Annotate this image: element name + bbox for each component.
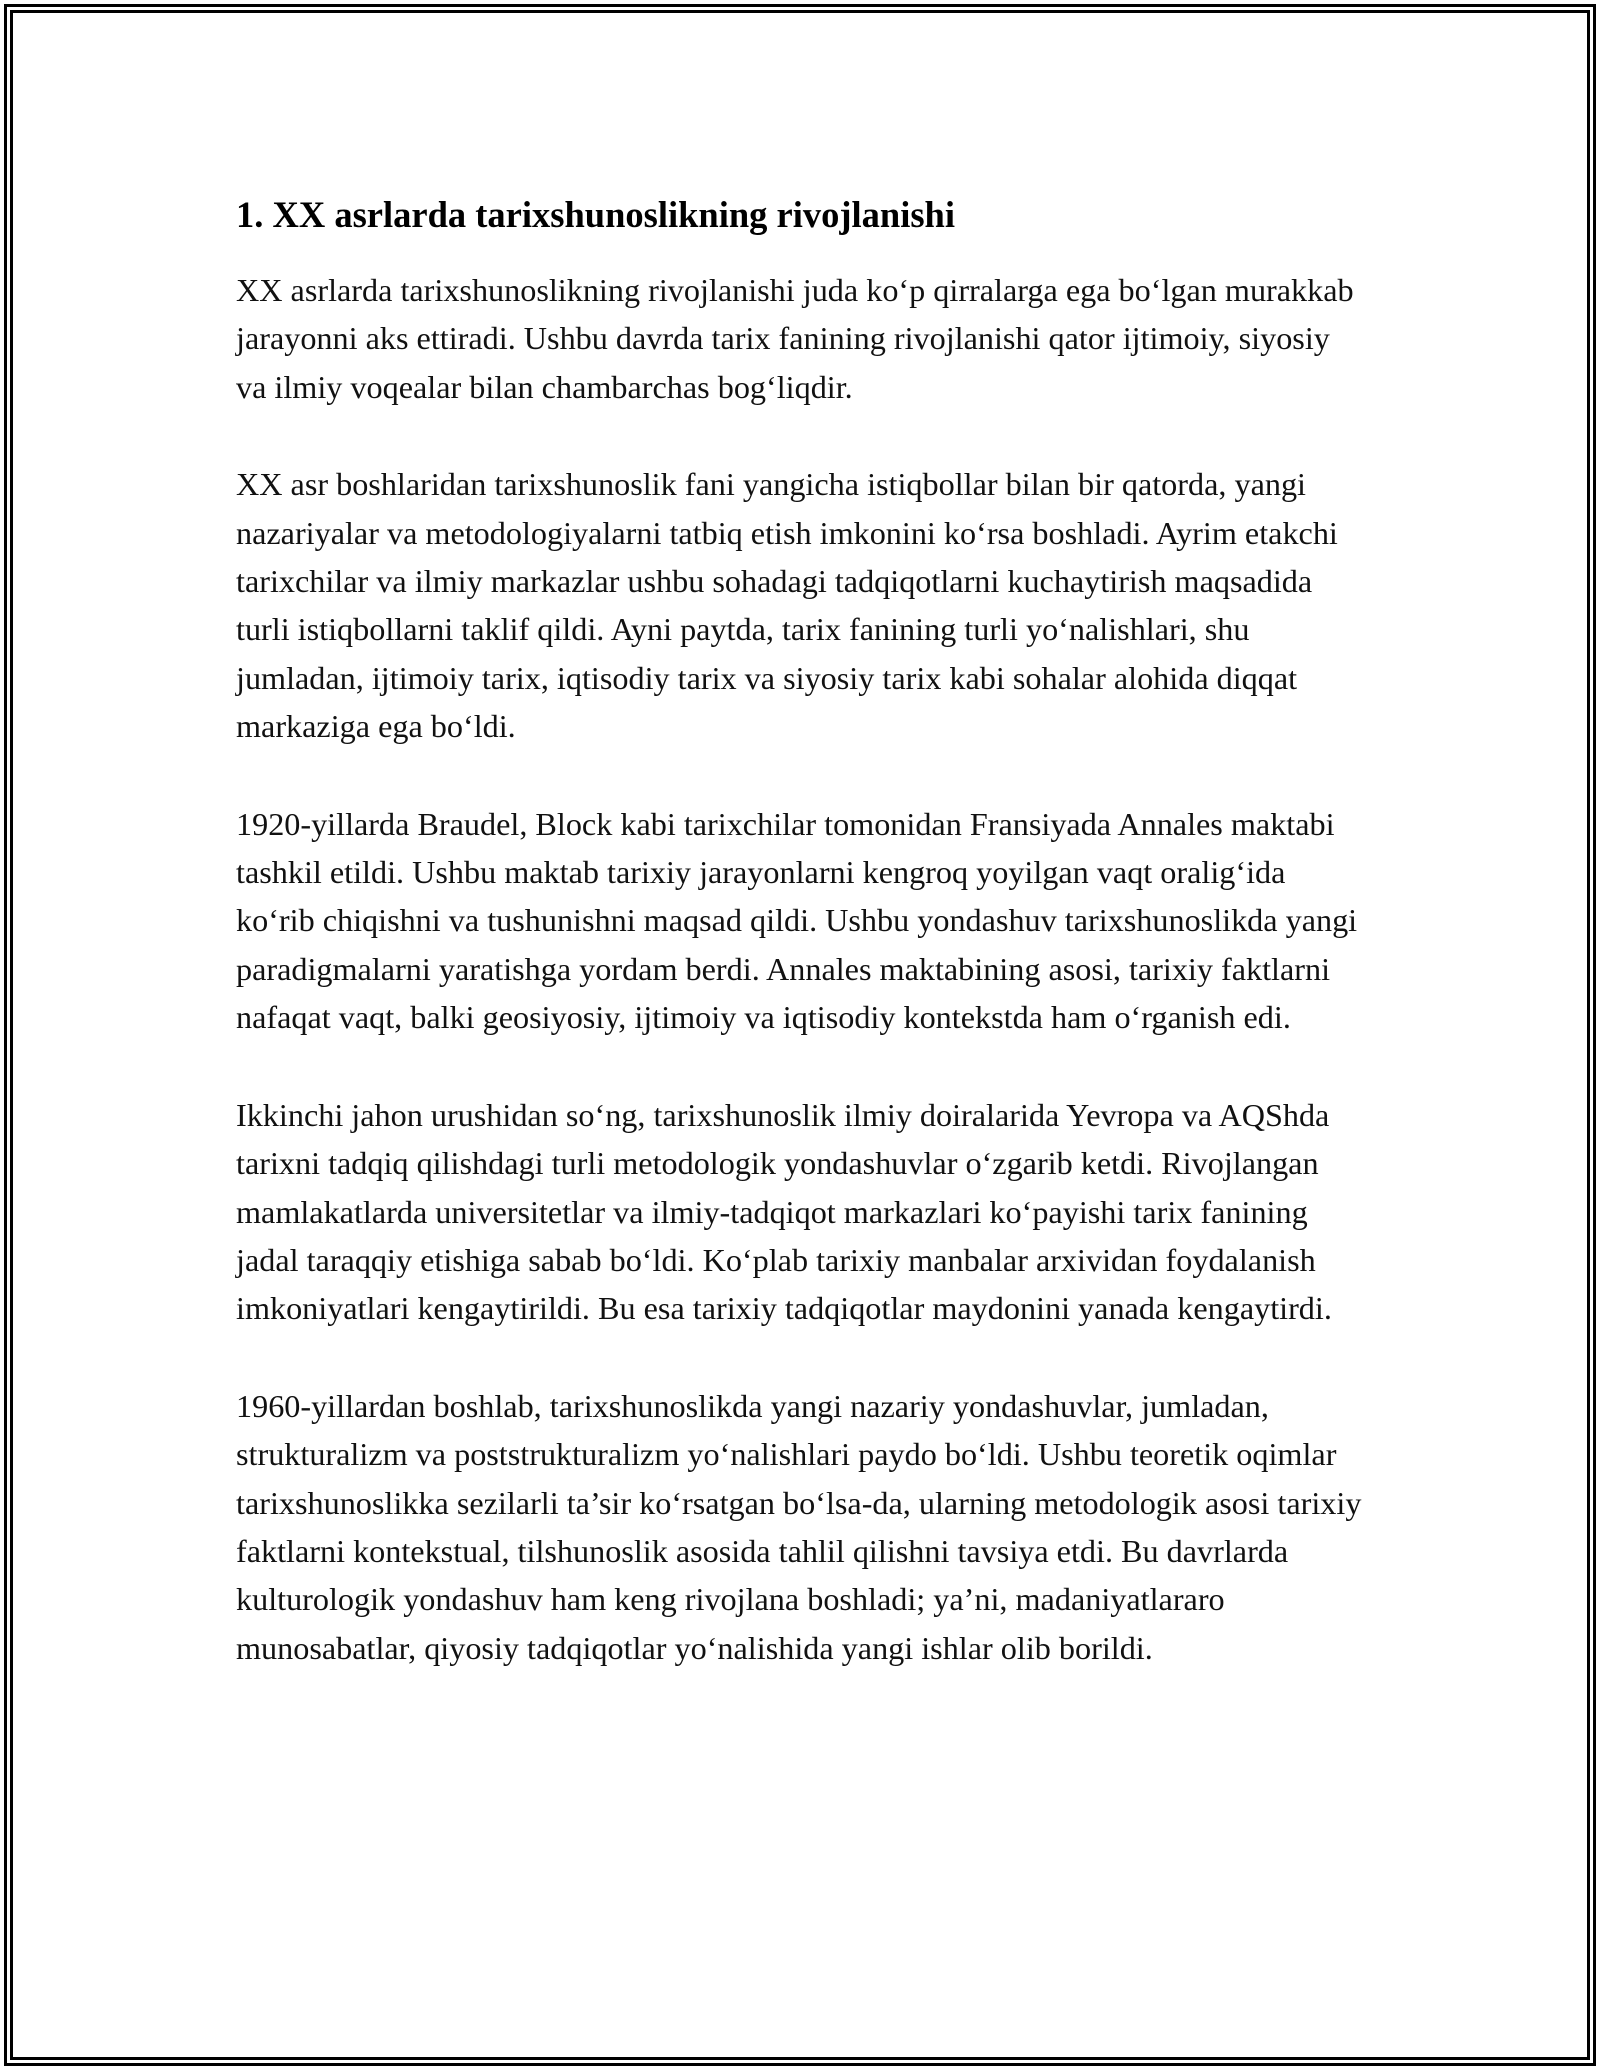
paragraph-3: 1920-yillarda Braudel, Block kabi tarixchilar tomonidan Fransiyada Annales maktabi tashkil etildi. Ushbu maktab tarixiy jarayonlarni kengroq yoyilgan vaqt oralig‘ida ko‘rib chiqishni va tushunishni maqsad qildi. Ushbu yondashuv tarixshunoslikda yangi paradigmalarni yaratishga yordam berdi. Annales maktabining asosi, tarixiy faktlarni nafaqat vaqt, balki geosiyosiy, ijtimoiy va iqtisodiy kontekstda ham o‘rganish edi.: [236, 805, 1358, 1036]
section-heading: 1. XX asrlarda tarixshunoslikning rivojlanishi: [236, 194, 955, 235]
paragraph-1: XX asrlarda tarixshunoslikning rivojlanishi juda ko‘p qirralarga ega bo‘lgan murakkab jarayonni aks ettiradi. Ushbu davrda tarix fanining rivojlanishi qator ijtimoiy, siyosiy va ilmiy voqealar bilan chambarchas bog‘liqdir.: [236, 272, 1354, 405]
paragraph-4: Ikkinchi jahon urushidan so‘ng, tarixshunoslik ilmiy doiralarida Yevropa va AQShda tarixni tadqiq qilishdagi turli metodologik yondashuvlar o‘zgarib ketdi. Rivojlangan mamlakatlarda universitetlar va ilmiy-tadqiqot markazlari ko‘payishi tarix fanining jadal taraqqiy etishiga sabab bo‘ldi. Ko‘plab tarixiy manbalar arxividan foydalanish imkoniyatlari kengaytirildi. Bu esa tarixiy tadqiqotlar maydonini yanada kengaytirdi.: [236, 1096, 1332, 1327]
document-body: [236, 186, 1368, 1672]
paragraph-2: XX asr boshlaridan tarixshunoslik fani yangicha istiqbollar bilan bir qatorda, yangi nazariyalar va metodologiyalarni tatbiq etish imkonini ko‘rsa boshladi. Ayrim etakchi tarixchilar va ilmiy markazlar ushbu sohadagi tadqiqotlarni kuchaytirish maqsadida turli istiqbollarni taklif qildi. Ayni paytda, tarix fanining turli yo‘nalishlari, shu jumladan, ijtimoiy tarix, iqtisodiy tarix va siyosiy tarix kabi sohalar alohida diqqat markaziga ega bo‘ldi.: [236, 466, 1338, 745]
paragraph-5: 1960-yillardan boshlab, tarixshunoslikda yangi nazariy yondashuvlar, jumladan, strukturalizm va poststrukturalizm yo‘nalishlari paydo bo‘ldi. Ushbu teoretik oqimlar tarixshunoslikka sezilarli ta’sir ko‘rsatgan bo‘lsa-da, ularning metodologik asosi tarixiy faktlarni kontekstual, tilshunoslik asosida tahlil qilishni tavsiya etdi. Bu davrlarda kulturologik yondashuv ham keng rivojlana boshladi; ya’ni, madaniyatlararo munosabatlar, qiyosiy tadqiqotlar yo‘nalishida yangi ishlar olib borildi.: [236, 1387, 1362, 1666]
